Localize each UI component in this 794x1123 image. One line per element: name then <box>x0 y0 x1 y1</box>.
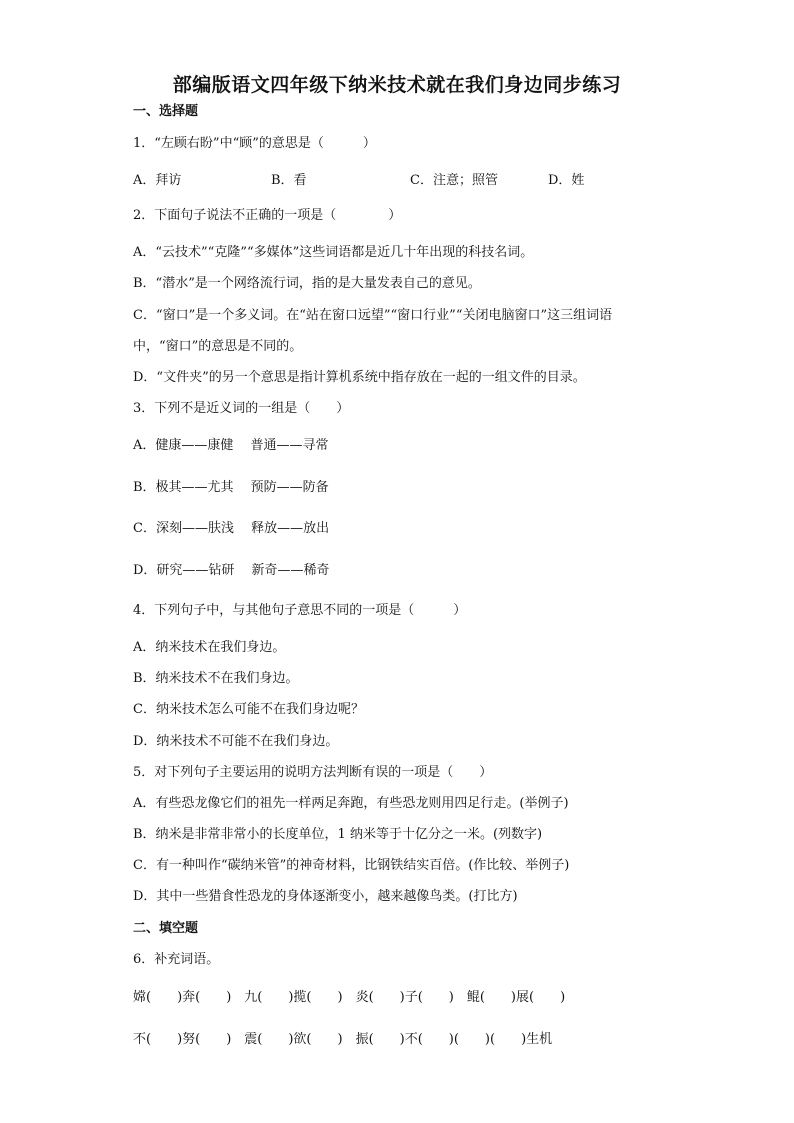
question-4-option-d: D．纳米技术不可能不在我们身边。 <box>133 734 339 749</box>
question-2-option-c-line2: 中，“窗口”的意思是不同的。 <box>133 339 303 354</box>
question-3-option-b: B．极其——尤其 预防——防备 <box>133 480 329 495</box>
question-1-option-b: B．看 <box>271 173 307 188</box>
question-6-stem: 6．补充词语。 <box>133 952 220 967</box>
question-5-option-a: A．有些恐龙像它们的祖先一样两足奔跑，有些恐龙则用四足行走。(举例子) <box>133 796 569 811</box>
section-heading-fill: 二、填空题 <box>133 921 199 936</box>
question-3-option-c: C．深刻——肤浅 释放——放出 <box>133 521 330 536</box>
question-4-option-b: B．纳米技术不在我们身边。 <box>133 671 299 686</box>
question-2-option-d: D．“文件夹”的另一个意思是指计算机系统中指存放在一起的一组文件的目录。 <box>133 370 586 385</box>
question-4-option-c: C．纳米技术怎么可能不在我们身边呢？ <box>133 702 364 717</box>
question-1-option-c: C．注意；照管 <box>410 173 498 188</box>
question-2-option-c-line1: C．“窗口”是一个多义词。在“站在窗口远望”“窗口行业”“关闭电脑窗口”这三组词语 <box>133 308 613 323</box>
question-2-stem: 2．下面句子说法不正确的一项是（ ） <box>133 208 402 223</box>
section-heading-choice: 一、选择题 <box>133 104 199 119</box>
question-1-stem: 1．“左顾右盼”中“顾”的意思是（ ） <box>133 136 376 151</box>
question-4-stem: 4．下列句子中，与其他句子意思不同的一项是（ ） <box>133 603 467 618</box>
question-5-stem: 5．对下列句子主要运用的说明方法判断有误的一项是（ ） <box>133 765 493 780</box>
question-2-option-b: B．“潜水”是一个网络流行词，指的是大量发表自己的意见。 <box>133 276 481 291</box>
question-3-option-d: D．研究——钻研 新奇——稀奇 <box>133 563 330 578</box>
question-3-stem: 3．下列不是近义词的一组是（ ） <box>133 401 350 416</box>
question-1-option-d: D．姓 <box>548 173 585 188</box>
question-4-option-a: A．纳米技术在我们身边。 <box>133 640 286 655</box>
page-title: 部编版语文四年级下纳米技术就在我们身边同步练习 <box>172 74 622 96</box>
question-6-row-1: 嫦( )奔( ) 九( )揽( ) 炎( )子( ) 鲲( )展( ) <box>133 990 566 1005</box>
question-1-option-a: A．拜访 <box>133 173 182 188</box>
question-5-option-d: D．其中一些猎食性恐龙的身体逐渐变小，越来越像鸟类。(打比方) <box>133 889 518 904</box>
question-5-option-c: C．有一种叫作“碳纳米管”的神奇材料，比钢铁结实百倍。(作比较、举例子) <box>133 858 570 873</box>
question-3-option-a: A．健康——康健 普通——寻常 <box>133 438 329 453</box>
question-6-row-2: 不( )努( ) 震( )欲( ) 振( )不( )( )( )生机 <box>133 1032 553 1047</box>
question-5-option-b: B．纳米是非常非常小的长度单位，1 纳米等于十亿分之一米。(列数字) <box>133 827 543 842</box>
question-2-option-a: A．“云技术”“克隆”“多媒体”这些词语都是近几十年出现的科技名词。 <box>133 245 534 260</box>
